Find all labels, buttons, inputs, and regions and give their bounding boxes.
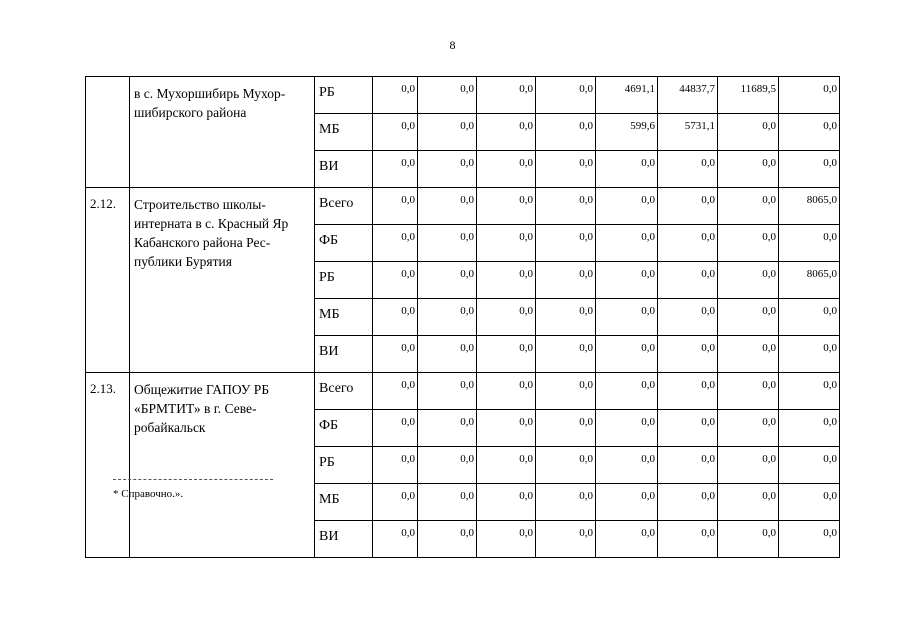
value-cell: 0,0 — [477, 114, 536, 151]
value-cell: 0,0 — [373, 262, 418, 299]
value-cell: 0,0 — [477, 188, 536, 225]
value-cell: 0,0 — [418, 225, 477, 262]
value-cell: 0,0 — [418, 410, 477, 447]
value-cell: 0,0 — [718, 521, 779, 558]
value-cell: 0,0 — [779, 151, 840, 188]
value-cell: 0,0 — [418, 77, 477, 114]
value-cell: 0,0 — [718, 225, 779, 262]
value-cell: 0,0 — [596, 484, 658, 521]
value-cell: 0,0 — [658, 521, 718, 558]
value-cell: 0,0 — [596, 447, 658, 484]
value-cell: 0,0 — [779, 77, 840, 114]
value-cell: 0,0 — [418, 521, 477, 558]
value-cell: 0,0 — [779, 114, 840, 151]
value-cell: 0,0 — [418, 484, 477, 521]
value-cell: 0,0 — [779, 373, 840, 410]
value-cell: 0,0 — [658, 484, 718, 521]
value-cell: 0,0 — [373, 77, 418, 114]
value-cell: 0,0 — [477, 77, 536, 114]
value-cell: 0,0 — [596, 262, 658, 299]
value-cell: 0,0 — [477, 336, 536, 373]
value-cell: 0,0 — [373, 299, 418, 336]
value-cell: 0,0 — [779, 299, 840, 336]
value-cell: 0,0 — [536, 262, 596, 299]
value-cell: 0,0 — [596, 410, 658, 447]
value-cell: 0,0 — [418, 114, 477, 151]
value-cell: 0,0 — [658, 299, 718, 336]
value-cell: 0,0 — [418, 299, 477, 336]
value-cell: 0,0 — [596, 188, 658, 225]
value-cell: 0,0 — [477, 262, 536, 299]
value-cell: 0,0 — [477, 299, 536, 336]
funding-source: МБ — [315, 484, 373, 521]
value-cell: 0,0 — [373, 484, 418, 521]
value-cell: 0,0 — [718, 262, 779, 299]
value-cell: 0,0 — [477, 410, 536, 447]
value-cell: 0,0 — [718, 336, 779, 373]
funding-source: РБ — [315, 447, 373, 484]
item-name: Общежитие ГАПОУ РБ «БРМТИТ» в г. Севе-робайкальск — [130, 373, 315, 558]
value-cell: 0,0 — [658, 447, 718, 484]
value-cell: 0,0 — [779, 410, 840, 447]
value-cell: 0,0 — [373, 447, 418, 484]
value-cell: 8065,0 — [779, 188, 840, 225]
item-number: 2.12. — [86, 188, 130, 373]
value-cell: 0,0 — [418, 151, 477, 188]
value-cell: 0,0 — [596, 225, 658, 262]
footnote-divider — [113, 479, 273, 480]
value-cell: 0,0 — [373, 114, 418, 151]
value-cell: 0,0 — [536, 336, 596, 373]
value-cell: 0,0 — [658, 373, 718, 410]
value-cell: 0,0 — [373, 373, 418, 410]
value-cell: 0,0 — [658, 151, 718, 188]
value-cell: 0,0 — [596, 373, 658, 410]
value-cell: 0,0 — [536, 114, 596, 151]
value-cell: 0,0 — [477, 521, 536, 558]
value-cell: 0,0 — [373, 151, 418, 188]
item-number: 2.13. — [86, 373, 130, 558]
funding-source: МБ — [315, 299, 373, 336]
value-cell: 0,0 — [536, 151, 596, 188]
value-cell: 0,0 — [596, 521, 658, 558]
funding-source: ВИ — [315, 151, 373, 188]
value-cell: 0,0 — [779, 225, 840, 262]
table-row — [86, 188, 840, 225]
value-cell: 0,0 — [536, 225, 596, 262]
value-cell: 0,0 — [596, 151, 658, 188]
value-cell: 0,0 — [536, 447, 596, 484]
value-cell: 44837,7 — [658, 77, 718, 114]
value-cell: 599,6 — [596, 114, 658, 151]
value-cell: 0,0 — [658, 336, 718, 373]
value-cell: 0,0 — [658, 188, 718, 225]
value-cell: 0,0 — [536, 77, 596, 114]
funding-source: ВИ — [315, 521, 373, 558]
value-cell: 0,0 — [373, 225, 418, 262]
value-cell: 5731,1 — [658, 114, 718, 151]
value-cell: 0,0 — [418, 188, 477, 225]
value-cell: 0,0 — [477, 447, 536, 484]
funding-source: ФБ — [315, 225, 373, 262]
value-cell: 0,0 — [718, 373, 779, 410]
value-cell: 0,0 — [536, 299, 596, 336]
value-cell: 0,0 — [718, 410, 779, 447]
value-cell: 11689,5 — [718, 77, 779, 114]
value-cell: 0,0 — [718, 299, 779, 336]
value-cell: 0,0 — [418, 447, 477, 484]
value-cell: 0,0 — [536, 373, 596, 410]
value-cell: 0,0 — [718, 188, 779, 225]
value-cell: 0,0 — [718, 114, 779, 151]
value-cell: 0,0 — [373, 410, 418, 447]
value-cell: 0,0 — [536, 410, 596, 447]
value-cell: 0,0 — [718, 484, 779, 521]
value-cell: 0,0 — [373, 188, 418, 225]
value-cell: 0,0 — [658, 410, 718, 447]
value-cell: 0,0 — [596, 336, 658, 373]
value-cell: 0,0 — [596, 299, 658, 336]
item-number — [86, 77, 130, 188]
value-cell: 0,0 — [477, 225, 536, 262]
value-cell: 0,0 — [477, 151, 536, 188]
value-cell: 0,0 — [658, 262, 718, 299]
value-cell: 0,0 — [418, 336, 477, 373]
funding-source: Всего — [315, 188, 373, 225]
footnote: * Справочно.». — [113, 488, 184, 500]
table-row — [86, 373, 840, 410]
table-row — [86, 77, 840, 114]
value-cell: 0,0 — [477, 484, 536, 521]
funding-source: РБ — [315, 262, 373, 299]
item-name: в с. Мухоршибирь Мухор-шибирского района — [130, 77, 315, 188]
funding-source: Всего — [315, 373, 373, 410]
value-cell: 0,0 — [477, 373, 536, 410]
value-cell: 0,0 — [373, 336, 418, 373]
funding-table — [85, 76, 840, 558]
value-cell: 0,0 — [373, 521, 418, 558]
value-cell: 0,0 — [536, 521, 596, 558]
funding-source: ФБ — [315, 410, 373, 447]
funding-source: ВИ — [315, 336, 373, 373]
page-number: 8 — [449, 38, 456, 52]
funding-source: МБ — [315, 114, 373, 151]
funding-source: РБ — [315, 77, 373, 114]
value-cell: 0,0 — [779, 336, 840, 373]
value-cell: 0,0 — [658, 225, 718, 262]
value-cell: 0,0 — [418, 262, 477, 299]
value-cell: 0,0 — [536, 484, 596, 521]
value-cell: 8065,0 — [779, 262, 840, 299]
value-cell: 0,0 — [779, 521, 840, 558]
value-cell: 0,0 — [718, 151, 779, 188]
value-cell: 0,0 — [779, 447, 840, 484]
value-cell: 0,0 — [779, 484, 840, 521]
value-cell: 4691,1 — [596, 77, 658, 114]
value-cell: 0,0 — [718, 447, 779, 484]
value-cell: 0,0 — [418, 373, 477, 410]
item-name: Строительство школы-интерната в с. Красный Яр Кабанского района Рес-публики Бурятия — [130, 188, 315, 373]
value-cell: 0,0 — [536, 188, 596, 225]
